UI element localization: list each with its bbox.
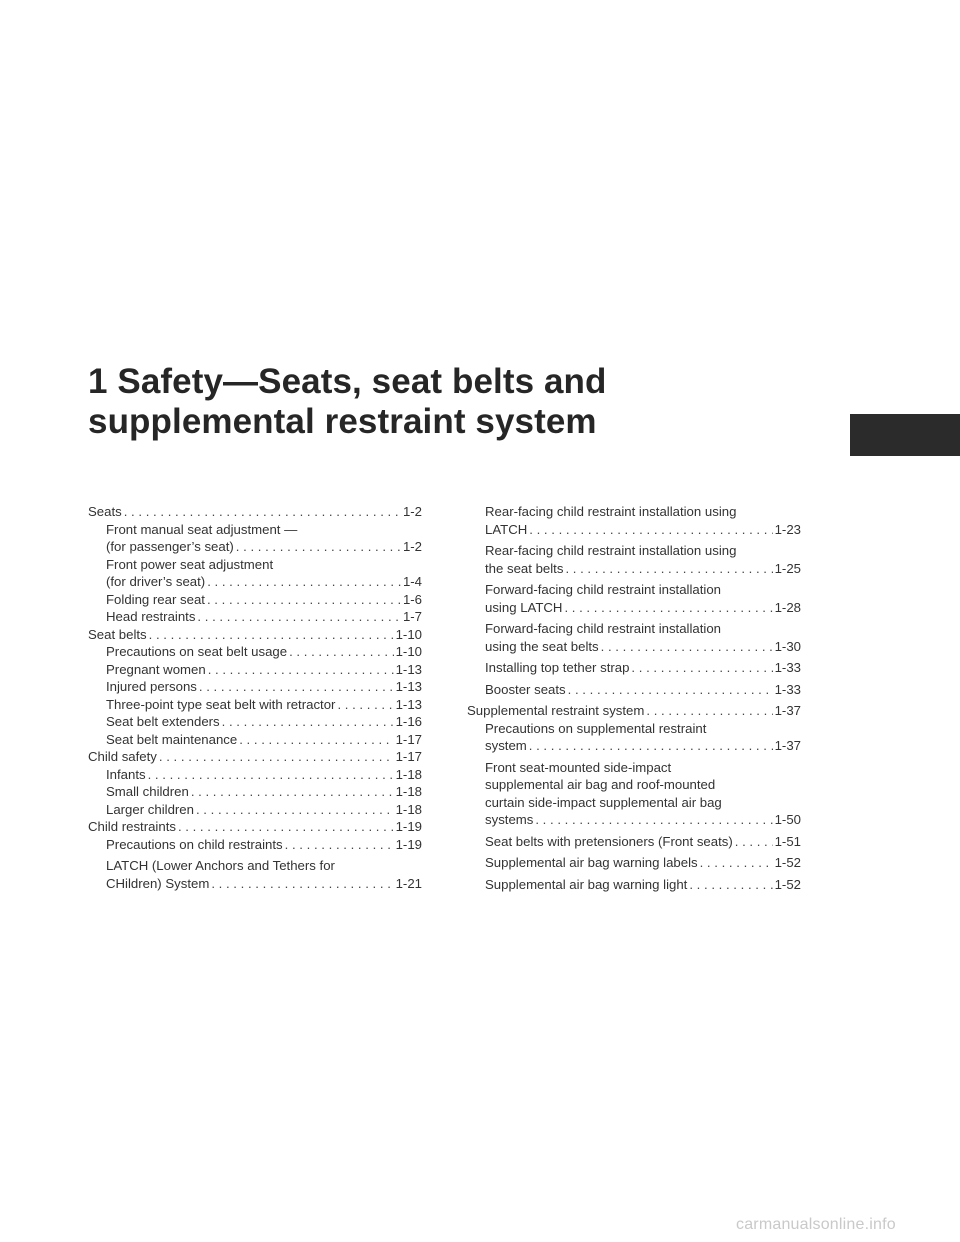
toc-page-number: 1-18 xyxy=(395,766,422,782)
dot-leader xyxy=(207,591,401,609)
toc-page-number: 1-2 xyxy=(402,539,422,554)
toc-entry-line xyxy=(106,678,422,696)
toc-entry[interactable] xyxy=(467,854,801,872)
toc-entry-text-line: Rear-facing child restraint installation using xyxy=(485,504,737,519)
toc-page-number: 1-52 xyxy=(774,855,801,870)
toc-entry-text-line: Forward-facing child restraint installation xyxy=(485,621,722,636)
toc-page-number: 1-51 xyxy=(774,833,801,849)
toc-entry[interactable] xyxy=(467,659,801,677)
dot-leader xyxy=(564,599,772,617)
toc-page-number: 1-2 xyxy=(402,504,422,519)
toc-entry[interactable] xyxy=(88,626,422,644)
toc-entry[interactable] xyxy=(88,857,422,892)
toc-entry-title: Child restraints xyxy=(88,819,176,834)
toc-entry-title: (for passenger’s seat) xyxy=(106,539,234,554)
toc-entry[interactable] xyxy=(88,731,422,749)
toc-page-number: 1-25 xyxy=(774,560,801,576)
toc-entry-title: Child safety xyxy=(88,749,157,764)
dot-leader xyxy=(529,521,772,539)
toc-entry-title: using the seat belts xyxy=(485,638,599,654)
toc-entry-line xyxy=(88,626,422,644)
toc-entry-text-line: Forward-facing child restraint installation xyxy=(485,582,722,597)
toc-entry[interactable] xyxy=(88,521,422,556)
toc-entry-line xyxy=(106,766,422,784)
toc-page-number: 1-37 xyxy=(774,738,801,753)
toc-entry-title: Infants xyxy=(106,766,146,782)
toc-entry-line xyxy=(106,573,422,591)
dot-leader xyxy=(631,659,772,677)
toc-entry[interactable] xyxy=(467,759,801,829)
dot-leader xyxy=(285,836,394,854)
toc-entry-title: Larger children xyxy=(106,801,194,817)
toc-entry-title: Three-point type seat belt with retractor xyxy=(106,696,336,712)
toc-entry-line xyxy=(106,875,422,893)
toc-entry[interactable] xyxy=(88,713,422,731)
toc-entry[interactable] xyxy=(467,581,801,616)
toc-entry[interactable] xyxy=(88,748,422,766)
toc-entry[interactable] xyxy=(88,696,422,714)
toc-page-number: 1-10 xyxy=(395,626,422,642)
toc-entry-title: Booster seats xyxy=(485,681,566,697)
toc-page-number: 1-4 xyxy=(402,574,422,589)
toc-page-number: 1-33 xyxy=(774,660,801,675)
dot-leader xyxy=(735,833,773,851)
toc-entry-title: Precautions on child restraints xyxy=(106,836,283,852)
toc-entry-line xyxy=(106,643,422,661)
toc-entry-title: Installing top tether strap xyxy=(485,660,630,675)
toc-entry[interactable] xyxy=(467,542,801,577)
toc-entry[interactable] xyxy=(88,818,422,836)
toc-entry-title: Seat belts xyxy=(88,626,147,642)
toc-entry-title: Supplemental air bag warning labels xyxy=(485,855,698,870)
dot-leader xyxy=(601,638,773,656)
toc-entry-title: CHildren) System xyxy=(106,875,210,891)
toc-entry-title: Seat belt maintenance xyxy=(106,731,238,747)
toc-page-number: 1-7 xyxy=(402,609,422,624)
toc-entry-line xyxy=(485,681,801,699)
toc-entry-line xyxy=(88,818,422,836)
chapter-title: 1 Safety—Seats, seat belts and supplemental restraint system xyxy=(88,362,607,441)
toc-entry[interactable] xyxy=(88,783,422,801)
toc-entry[interactable] xyxy=(467,702,801,720)
toc-entry-line xyxy=(485,638,801,656)
toc-entry-title: Supplemental air bag warning light xyxy=(485,876,688,892)
toc-entry-text-line: curtain side-impact supplemental air bag xyxy=(485,794,722,810)
toc-entry-line xyxy=(106,538,422,556)
toc-entry[interactable] xyxy=(88,766,422,784)
toc-entry-title: Small children xyxy=(106,784,189,799)
dot-leader xyxy=(207,573,401,591)
toc-entry-title: LATCH xyxy=(485,521,528,537)
dot-leader xyxy=(197,608,401,626)
toc-entry-line xyxy=(485,833,801,851)
toc-entry-title: systems xyxy=(485,812,534,827)
toc-entry-line xyxy=(485,521,801,539)
toc-entry-line xyxy=(106,731,422,749)
toc-page-number: 1-33 xyxy=(774,681,801,697)
toc-entry-title: Pregnant women xyxy=(106,661,206,677)
toc-page-number: 1-37 xyxy=(774,703,801,718)
toc-page-number: 1-17 xyxy=(395,749,422,764)
toc-entry[interactable] xyxy=(88,608,422,626)
toc-entry[interactable] xyxy=(88,643,422,661)
toc-entry-line xyxy=(88,748,422,766)
toc-entry[interactable] xyxy=(88,503,422,521)
dot-leader xyxy=(199,678,394,696)
toc-entry-text-line: Front manual seat adjustment — xyxy=(106,521,298,537)
toc-entry-text-line: Precautions on supplemental restraint xyxy=(485,720,707,736)
toc-entry-title: Supplemental restraint system xyxy=(467,703,645,718)
toc-entry-line xyxy=(106,801,422,819)
dot-leader xyxy=(196,801,394,819)
watermark: carmanualsonline.info xyxy=(736,1216,896,1233)
toc-entry-title: Seats xyxy=(88,504,122,519)
toc-page-number: 1-23 xyxy=(774,521,801,537)
toc-page-number: 1-28 xyxy=(774,599,801,615)
toc-page-number: 1-19 xyxy=(395,836,422,852)
toc-page-number: 1-13 xyxy=(395,679,422,694)
chapter-tab-marker xyxy=(850,414,960,456)
dot-leader xyxy=(646,702,772,720)
toc-entry[interactable] xyxy=(467,876,801,894)
toc-page-number: 1-16 xyxy=(395,714,422,729)
toc-page-number: 1-10 xyxy=(395,644,422,659)
toc-entry-line xyxy=(106,661,422,679)
dot-leader xyxy=(289,643,394,661)
toc-entry-line xyxy=(485,854,801,872)
toc-entry-text-line: Front power seat adjustment xyxy=(106,556,274,572)
toc-entry[interactable] xyxy=(467,681,801,699)
toc-entry[interactable] xyxy=(88,678,422,696)
toc-entry[interactable] xyxy=(467,620,801,655)
dot-leader xyxy=(700,854,773,872)
toc-entry-title: Precautions on seat belt usage xyxy=(106,644,288,659)
toc-entry-title: Injured persons xyxy=(106,679,197,694)
toc-entry-line xyxy=(106,783,422,801)
toc-entry[interactable] xyxy=(88,661,422,679)
dot-leader xyxy=(208,661,394,679)
toc-entry-line xyxy=(88,503,422,521)
toc-entry-line xyxy=(485,560,801,578)
dot-leader xyxy=(178,818,394,836)
toc-page-number: 1-30 xyxy=(774,638,801,654)
toc-column-right xyxy=(467,503,801,893)
toc-entry[interactable] xyxy=(467,720,801,755)
dot-leader xyxy=(535,811,772,829)
toc-entry-line xyxy=(485,737,801,755)
toc-entry[interactable] xyxy=(467,833,801,851)
toc-entry-line xyxy=(485,599,801,617)
toc-entry-line xyxy=(485,811,801,829)
toc-entry-title: using LATCH xyxy=(485,599,563,615)
toc-page-number: 1-17 xyxy=(395,731,422,747)
toc-entry-title: the seat belts xyxy=(485,560,564,576)
dot-leader xyxy=(149,626,394,644)
toc-entry-text-line: supplemental air bag and roof-mounted xyxy=(485,777,716,792)
dot-leader xyxy=(565,560,772,578)
toc-entry-line xyxy=(485,659,801,677)
toc-entry-line xyxy=(106,696,422,714)
toc-page-number: 1-18 xyxy=(395,801,422,817)
toc-entry[interactable] xyxy=(467,503,801,538)
dot-leader xyxy=(337,696,393,714)
dot-leader xyxy=(239,731,393,749)
toc-entry-text-line: LATCH (Lower Anchors and Tethers for xyxy=(106,858,335,873)
toc-entry[interactable] xyxy=(88,836,422,854)
dot-leader xyxy=(124,503,401,521)
dot-leader xyxy=(689,876,772,894)
toc-page-number: 1-13 xyxy=(395,696,422,712)
toc-page-number: 1-52 xyxy=(774,876,801,892)
toc-page-number: 1-18 xyxy=(395,784,422,799)
toc-page-number: 1-13 xyxy=(395,661,422,677)
toc-entry-line xyxy=(467,702,801,720)
dot-leader xyxy=(191,783,394,801)
toc-entry-title: Folding rear seat xyxy=(106,591,205,607)
toc-entry-line xyxy=(106,836,422,854)
toc-entry[interactable] xyxy=(88,591,422,609)
toc-entry-line xyxy=(106,713,422,731)
toc-entry-line xyxy=(106,608,422,626)
toc-page-number: 1-19 xyxy=(395,819,422,834)
toc-page-number: 1-6 xyxy=(402,591,422,607)
dot-leader xyxy=(529,737,773,755)
toc-entry-title: Head restraints xyxy=(106,609,196,624)
toc-entry-title: (for driver’s seat) xyxy=(106,574,206,589)
toc-entry-line xyxy=(106,591,422,609)
dot-leader xyxy=(159,748,394,766)
dot-leader xyxy=(148,766,394,784)
toc-entry[interactable] xyxy=(88,801,422,819)
dot-leader xyxy=(211,875,393,893)
toc-entry-title: Seat belts with pretensioners (Front seats) xyxy=(485,833,733,849)
toc-entry-text-line: Front seat-mounted side-impact xyxy=(485,759,672,775)
toc-page-number: 1-21 xyxy=(395,875,422,891)
dot-leader xyxy=(236,538,401,556)
dot-leader xyxy=(568,681,773,699)
toc-page-number: 1-50 xyxy=(774,812,801,827)
toc-entry-title: system xyxy=(485,738,527,753)
toc-entry-text-line: Rear-facing child restraint installation using xyxy=(485,543,737,558)
dot-leader xyxy=(222,713,394,731)
toc-column-left xyxy=(88,503,422,892)
toc-entry-title: Seat belt extenders xyxy=(106,714,220,729)
toc-entry[interactable] xyxy=(88,556,422,591)
toc-entry-line xyxy=(485,876,801,894)
